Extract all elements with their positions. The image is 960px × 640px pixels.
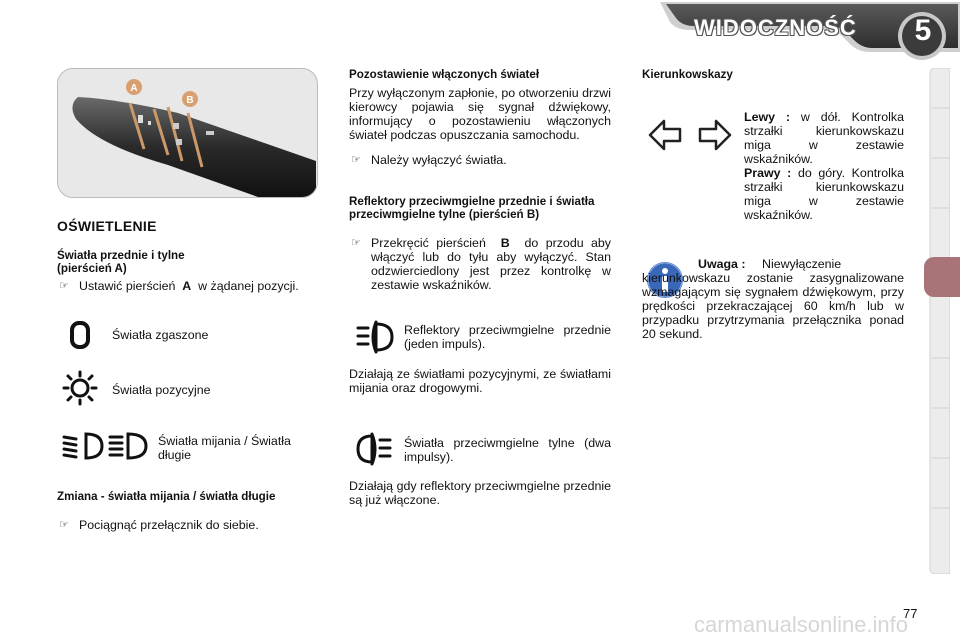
hand-pointer-icon: ☞ <box>351 237 361 249</box>
tab-active-chapter[interactable] <box>924 257 960 297</box>
front-fog-label: Reflektory przeciwmgielne przednie (jeden impuls). <box>404 323 611 351</box>
works-when-text: Działają gdy reflektory przeciwmgielne przednie są już włączone. <box>349 479 611 507</box>
dipped-main-beam-icon <box>62 430 148 460</box>
page-title: WIDOCZNOŚĆ <box>694 15 857 40</box>
position-lights-label: Światła pozycyjne <box>112 383 211 397</box>
rear-fog-label: Światła przeciwmgielne tylne (dwa impulsy). <box>404 436 611 464</box>
indicators-title: Kierunkowskazy <box>642 68 733 81</box>
lights-off-label: Światła zgaszone <box>112 328 209 342</box>
section-title-lighting: OŚWIETLENIE <box>57 218 157 234</box>
lights-off-icon <box>66 320 96 350</box>
dipped-main-label: Światła mijania / Światła długie <box>158 434 291 462</box>
hand-pointer-icon: ☞ <box>351 154 361 166</box>
label-a: A <box>130 83 138 94</box>
change-beam-instruction: ☞ Pociągnąć przełącznik do siebie. <box>59 518 259 532</box>
front-rear-title: Światła przednie i tylne (pierścień A) <box>57 249 185 275</box>
left-on-bullet: ☞ Należy wyłączyć światła. <box>351 153 507 167</box>
lever-illustration <box>57 68 318 198</box>
front-fog-light-icon <box>356 320 394 354</box>
chapter-number: 5 <box>914 14 932 47</box>
hand-pointer-icon: ☞ <box>59 280 69 292</box>
note-text: Niewyłączenie kierunkowskazu zostanie zasygnalizowane wzmagającym się sygnałem dźwiękowym, przy prędkości przekraczającej 60 km/h lub w przypadku przytrzymania przełącznika ponad 20 sekund. <box>642 257 904 341</box>
position-lights-icon <box>62 370 98 406</box>
hand-pointer-icon: ☞ <box>59 519 69 531</box>
rear-fog-light-icon <box>356 432 392 466</box>
left-indicator-text: Lewy : w dół. Kontrolka strzałki kierunkowskazu miga w zestawie wskaźników. <box>744 110 904 166</box>
fog-instruction: ☞ Przekręcić pierścień B do przodu aby włączyć lub do tyłu aby wyłączyć. Stan odzwierciedlony jest przez kontrolkę w zestawie wskaźników. <box>351 236 612 292</box>
turn-signal-arrows-icon <box>648 118 732 152</box>
label-b: B <box>186 95 194 106</box>
watermark: carmanualsonline.info <box>694 612 909 637</box>
left-on-text: Przy wyłączonym zapłonie, po otworzeniu drzwi kierowcy pojawia się sygnał dźwiękowy, informujący o pozostawieniu włączonych świateł podczas opuszczania samochodu. <box>349 86 611 142</box>
left-on-title: Pozostawienie włączonych świateł <box>349 68 540 81</box>
page-number: 77 <box>903 606 918 621</box>
works-with-text: Działają ze światłami pozycyjnymi, ze światłami mijania oraz drogowymi. <box>349 367 611 395</box>
right-indicator-text: Prawy : do góry. Kontrolka strzałki kierunkowskazu miga w zestawie wskaźników. <box>744 166 905 222</box>
note-text-top: Uwaga : <box>698 257 746 271</box>
chapter-tabs <box>928 68 950 574</box>
set-ring-instruction: ☞ Ustawić pierścień A w żądanej pozycji. <box>59 279 299 293</box>
change-beam-title: Zmiana - światła mijania / światła długie <box>57 490 276 503</box>
fog-title: Reflektory przeciwmgielne przednie i światła przeciwmgielne tylne (pierścień B) <box>349 195 595 221</box>
